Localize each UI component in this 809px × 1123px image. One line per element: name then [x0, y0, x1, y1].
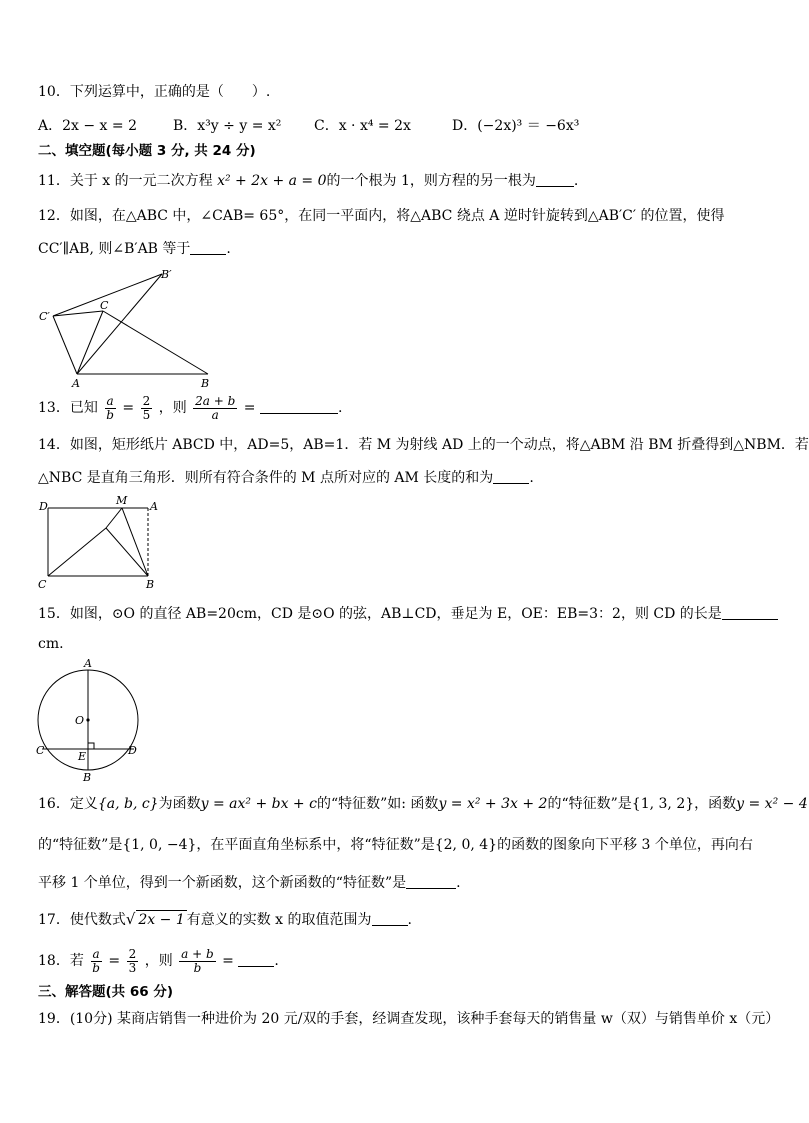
q14-line2: △NBC 是直角三角形．则所有符合条件的 M 点所对应的 AM 长度的和为 .	[38, 470, 534, 486]
q15-answer-blank	[722, 605, 778, 620]
q14-label-m: M	[116, 494, 128, 507]
q15-label-a: A	[84, 657, 92, 670]
q11-answer-blank	[536, 172, 574, 187]
q12-line2-text: CC′∥AB, 则∠B′AB 等于	[38, 241, 191, 257]
q18-fraction-expression: $\frac{a + b}{b}$	[181, 946, 214, 975]
q15-label-d: D	[128, 744, 137, 757]
q14-label-a: A	[150, 500, 158, 513]
q14-line2-text: △NBC 是直角三角形．则所有符合条件的 M 点所对应的 AM 长度的和为	[38, 470, 494, 486]
q14-label-b: B	[146, 578, 155, 591]
q12-figure-rotated-triangles	[36, 266, 222, 390]
q17-answer-blank	[372, 911, 408, 926]
q10-option-d: D．(−2x)³ ＝ −6x³	[452, 118, 580, 134]
q15-label-c: C	[36, 744, 45, 757]
q16-line1	[38, 795, 808, 813]
q12-label-c: C	[100, 299, 109, 312]
section-heading-fill-in: 二、填空题(每小题 3 分, 共 24 分)	[38, 143, 256, 159]
q13-pre: 13．已知	[38, 400, 98, 416]
radical-sign-icon: √	[125, 910, 136, 928]
q16-text-2: 为函数	[158, 796, 201, 812]
q16-answer-blank	[406, 874, 456, 889]
q14-label-d: D	[39, 500, 48, 513]
q10-option-c: C．x · x⁴ = 2x	[314, 118, 411, 134]
q18-mid: ，则	[144, 953, 173, 969]
q14-figure-rectangle-fold	[36, 492, 166, 592]
q16-function-example: y = x² + 3x + 2	[438, 796, 548, 812]
q16-function-example-2: y = x² − 4	[736, 796, 808, 812]
q12-label-b-prime: B′	[161, 268, 172, 281]
q15-center-point	[86, 718, 89, 721]
q19-line1: 19．(10分) 某商店销售一种进价为 20 元/双的手套，经调查发现，该种手套每天的销售量 w（双）与销售单价 x（元）	[38, 1011, 780, 1027]
q16-text-3: 的“特征数”如: 函数	[316, 796, 439, 812]
q11: 11．关于 x 的一元二次方程 x² + 2x + a = 0的一个根为 1，则方程的另一根为 .	[38, 173, 579, 189]
q12-label-a: A	[72, 377, 80, 390]
q16-text-6: 的“特征数”是	[38, 837, 123, 853]
q15-line1-text: 15．如图，⊙O 的直径 AB=20cm，CD 是⊙O 的弦，AB⊥CD，垂足为 E，OE：EB=3：2，则 CD 的长是	[38, 606, 722, 622]
q13-equals-2: =	[243, 400, 256, 416]
q15-line2: cm.	[38, 636, 64, 652]
q15-figure-circle	[30, 656, 150, 786]
q17-pre: 17．使代数式	[38, 912, 126, 928]
q10-stem: 10．下列运算中，正确的是（ ）.	[38, 84, 271, 100]
q13: 13．已知 $\frac{a}{b}$ = $\frac{2}{5}$ ，则 $\frac{2a + b}{a}$ = .	[38, 393, 343, 422]
q13-fraction-expression: $\frac{2a + b}{a}$	[195, 393, 236, 422]
q14-answer-blank	[493, 469, 529, 484]
q16-line2	[38, 836, 753, 854]
q13-equals: =	[122, 400, 135, 416]
q18-fraction-2-over-3: $\frac{2}{3}$	[128, 946, 137, 975]
section-heading-solutions: 三、解答题(共 66 分)	[38, 984, 174, 1000]
q16-text-1: 16．定义	[38, 796, 98, 812]
q15-label-e: E	[78, 750, 87, 763]
q17: 17．使代数式√ 2x − 1 有意义的实数 x 的取值范围为 .	[38, 910, 412, 928]
q18-pre: 18．若	[38, 953, 84, 969]
q16-function-general: y = ax² + bx + c	[200, 796, 317, 812]
q16-text-4: 的“特征数”是	[547, 796, 632, 812]
q16-text-9: 平移 1 个单位，得到一个新函数，这个新函数的“特征数”是	[38, 875, 407, 891]
q16-text-7: ，在平面直角坐标系中，将“特征数”是	[196, 837, 435, 853]
q18-equals: =	[108, 953, 121, 969]
q16-text-5: ，函数	[694, 796, 737, 812]
q16-set-204: {2, 0, 4}	[434, 837, 498, 853]
q12-line2: CC′∥AB, 则∠B′AB 等于 .	[38, 241, 231, 257]
q15-label-o: O	[75, 714, 85, 727]
q16-set-132: {1, 3, 2}	[631, 796, 695, 812]
q15-label-b: B	[83, 771, 92, 784]
q12-line1: 12．如图，在△ABC 中，∠CAB= 65°，在同一平面内，将△ABC 绕点 A 逆时针旋转到△AB′C′ 的位置，使得	[38, 208, 725, 224]
q11-equation: x² + 2x + a = 0	[217, 173, 327, 189]
q10-option-a: A．2x − x = 2	[38, 118, 137, 134]
q14-label-c: C	[38, 578, 47, 591]
q13-mid: ，则	[158, 400, 187, 416]
q10-option-b: B．x³y ÷ y = x²	[173, 118, 282, 134]
q12-answer-blank	[190, 240, 226, 255]
q15-line1	[38, 605, 778, 623]
q18: 18．若 $\frac{a}{b}$ = $\frac{2}{3}$ ，则 $\frac{a + b}{b}$ = .	[38, 946, 279, 975]
q16-set-10-4: {1, 0, −4}	[122, 837, 197, 853]
q13-fraction-2-over-5: $\frac{2}{5}$	[142, 393, 151, 422]
q16-set-abc: {a, b, c}	[97, 796, 159, 812]
q14-line1: 14．如图，矩形纸片 ABCD 中，AD=5，AB=1．若 M 为射线 AD 上的一个动点，将△ABM 沿 BM 折叠得到△NBM．若	[38, 437, 809, 453]
q13-fraction-a-over-b: $\frac{a}{b}$	[106, 393, 114, 422]
q18-equals-2: =	[222, 953, 234, 969]
q17-radicand: 2x − 1	[138, 912, 185, 928]
q18-answer-blank	[238, 952, 274, 967]
q17-post: 有意义的实数 x 的取值范围为	[186, 912, 372, 928]
q12-label-b: B	[201, 377, 210, 390]
q16-line3: 平移 1 个单位，得到一个新函数，这个新函数的“特征数”是 .	[38, 875, 461, 891]
q11-pre: 11．关于 x 的一元二次方程	[38, 173, 218, 189]
q18-fraction-a-over-b: $\frac{a}{b}$	[92, 946, 100, 975]
q13-answer-blank	[260, 399, 338, 414]
q16-text-8: 的函数的图象向下平移 3 个单位，再向右	[497, 837, 753, 853]
q12-label-c-prime: C′	[39, 310, 50, 323]
q11-post: 的一个根为 1，则方程的另一根为	[326, 173, 536, 189]
